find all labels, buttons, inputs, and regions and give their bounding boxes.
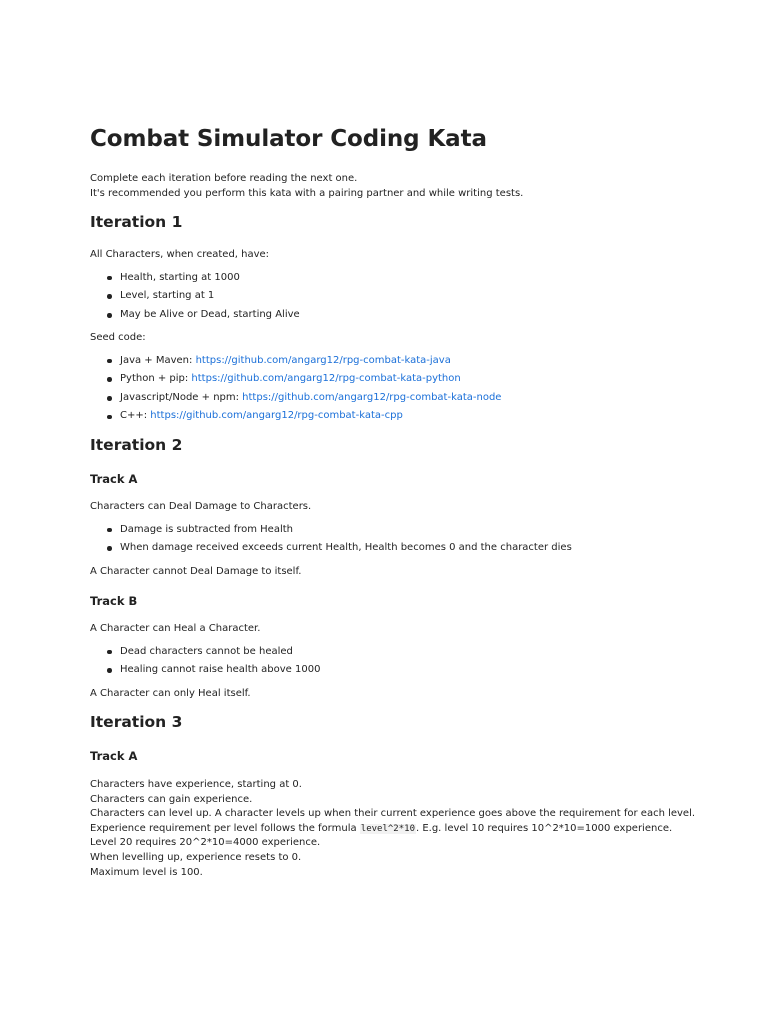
iteration-3-track-a-heading: Track A [90, 749, 138, 763]
seed-link-python[interactable]: https://github.com/angarg12/rpg-combat-kata-python [191, 373, 461, 385]
text-line: When levelling up, experience resets to 0. [90, 851, 302, 863]
list-item: Level, starting at 1 [90, 287, 300, 306]
seed-label: Python + pip: [120, 373, 192, 385]
formula-code: level^2*10 [360, 823, 415, 834]
list-item: May be Alive or Dead, starting Alive [90, 306, 300, 325]
list-item: Health, starting at 1000 [90, 269, 300, 288]
track-a-outro: A Character cannot Deal Damage to itself. [90, 566, 302, 577]
list-item [90, 407, 501, 426]
track-b-intro: A Character can Heal a Character. [90, 623, 261, 634]
characters-list [90, 269, 300, 325]
intro-text [90, 172, 523, 201]
seed-code-list [90, 352, 501, 426]
list-item: Healing cannot raise health above 1000 [90, 661, 320, 680]
seed-code-intro: Seed code: [90, 332, 146, 343]
characters-intro: All Characters, when created, have: [90, 249, 270, 260]
seed-label: Javascript/Node + npm: [120, 391, 243, 403]
text-fragment: . E.g. level 10 requires 10^2*10=1000 experience. [415, 822, 673, 834]
list-item [90, 389, 501, 408]
text-fragment: Experience requirement per level follows the formula [90, 822, 360, 834]
track-b-list [90, 643, 320, 680]
text-line: Characters have experience, starting at 0. [90, 779, 302, 790]
seed-link-node[interactable]: https://github.com/angarg12/rpg-combat-kata-node [242, 391, 502, 403]
track-a-intro: Characters can Deal Damage to Characters. [90, 501, 312, 512]
iteration-2-heading: Iteration 2 [90, 436, 183, 454]
text-line: Characters can level up. A character levels up when their current experience goes above the requirement for each level. [90, 808, 696, 820]
page-title: Combat Simulator Coding Kata [90, 126, 487, 152]
seed-link-java[interactable]: https://github.com/angarg12/rpg-combat-kata-java [195, 354, 451, 366]
iteration-2-track-b-heading: Track B [90, 594, 138, 608]
text-line: Characters can gain experience. [90, 793, 253, 805]
seed-link-cpp[interactable]: https://github.com/angarg12/rpg-combat-kata-cpp [150, 410, 403, 422]
iteration-3-heading: Iteration 3 [90, 713, 183, 731]
intro-line: Complete each iteration before reading the next one. [90, 173, 358, 184]
text-line: Maximum level is 100. [90, 866, 203, 878]
track-b-outro: A Character can only Heal itself. [90, 688, 251, 699]
list-item: Dead characters cannot be healed [90, 643, 320, 662]
list-item: Damage is subtracted from Health [90, 521, 572, 540]
iteration-3-track-a-text [90, 778, 695, 880]
text-line [90, 822, 695, 837]
text-line: Level 20 requires 20^2*10=4000 experience. [90, 837, 321, 849]
seed-label: Java + Maven: [120, 354, 196, 366]
list-item [90, 370, 501, 389]
list-item [90, 352, 501, 371]
seed-label: C++: [120, 410, 151, 422]
iteration-1-heading: Iteration 1 [90, 213, 183, 231]
iteration-2-track-a-heading: Track A [90, 472, 138, 486]
list-item: When damage received exceeds current Health, Health becomes 0 and the character dies [90, 539, 572, 558]
track-a-list [90, 521, 572, 558]
intro-line: It's recommended you perform this kata with a pairing partner and while writing tests. [90, 187, 524, 199]
